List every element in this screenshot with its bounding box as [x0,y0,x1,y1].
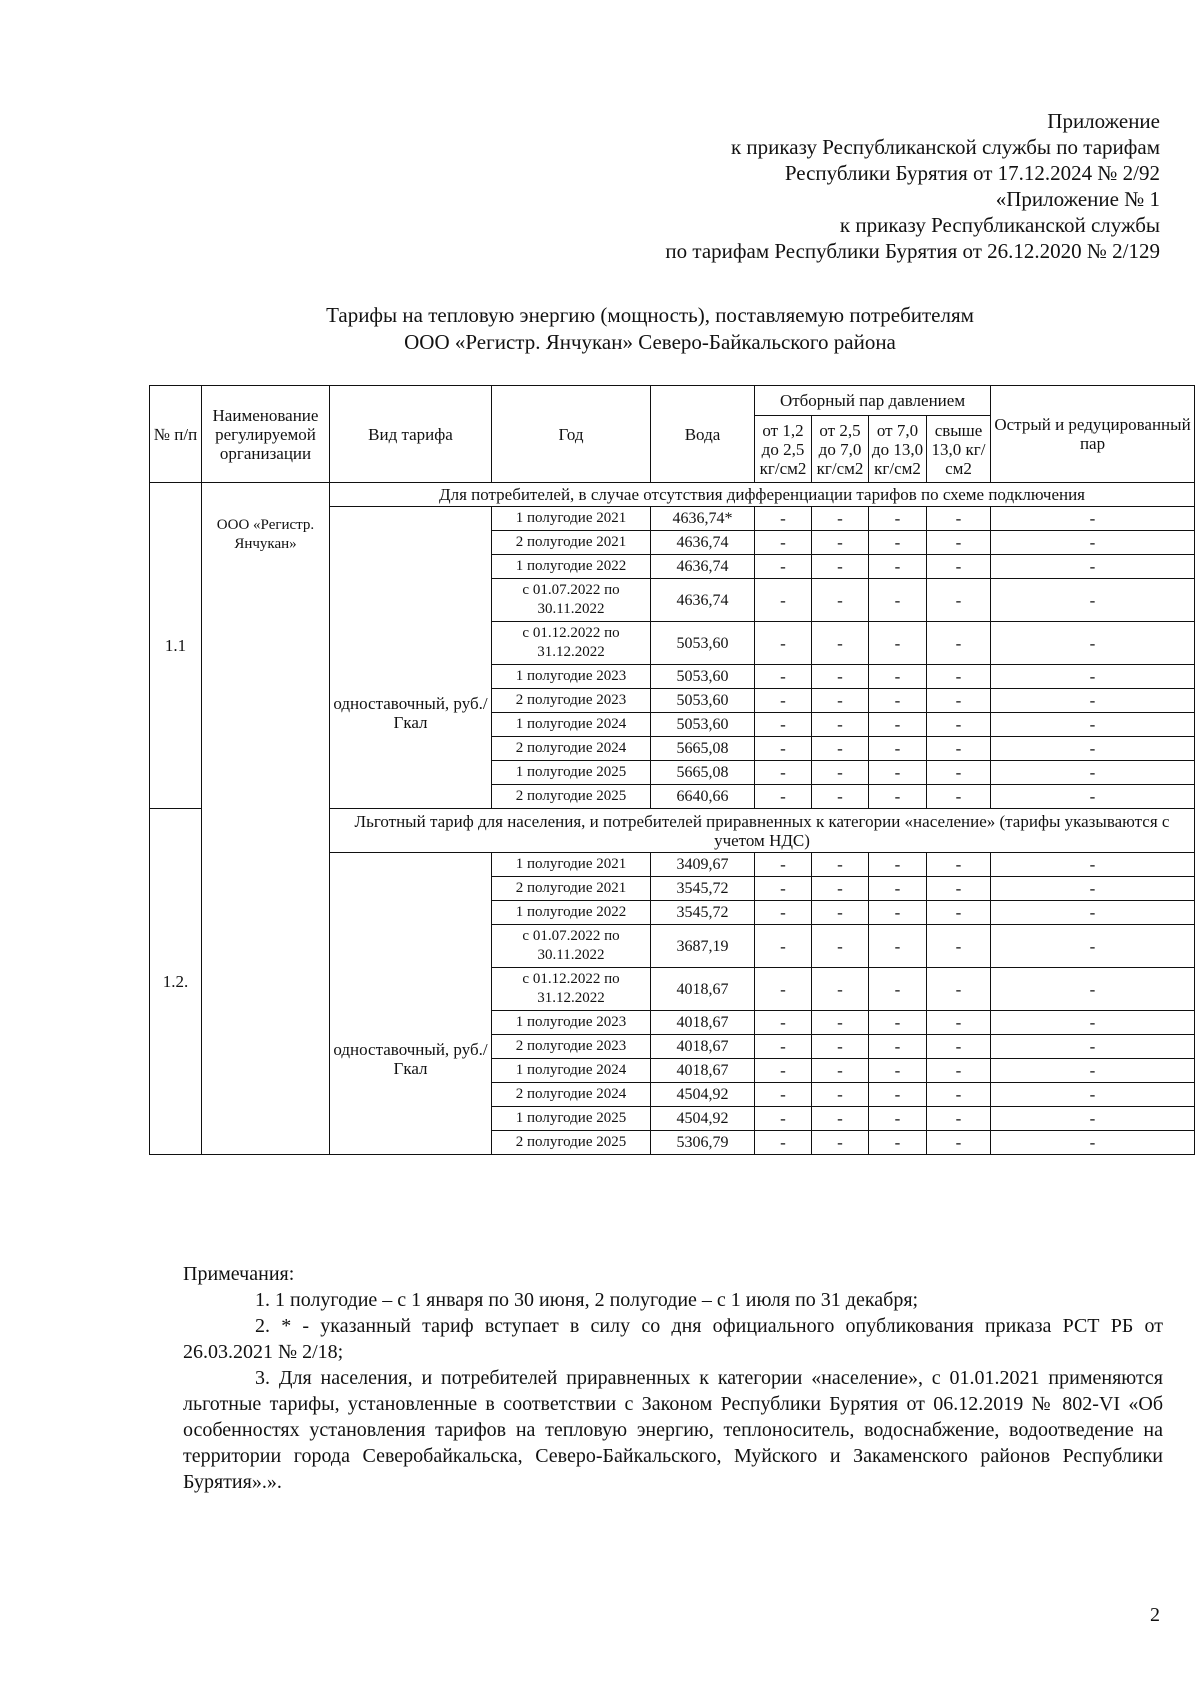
dash-cell: - [812,1035,869,1059]
dash-cell: - [927,1107,991,1131]
dash-cell: - [869,622,927,665]
dash-cell: - [991,531,1195,555]
dash-cell: - [869,555,927,579]
water-value: 3545,72 [651,901,755,925]
dash-cell: - [869,1131,927,1155]
note-item: 1. 1 полугодие – с 1 января по 30 июня, 2 полугодие – с 1 июля по 31 декабря; [255,1289,919,1311]
period: 1 полугодие 2022 [492,901,651,925]
period: с 01.07.2022 по 30.11.2022 [492,925,651,968]
water-value: 3409,67 [651,853,755,877]
dash-cell: - [755,737,812,761]
dash-cell: - [991,1131,1195,1155]
col-header-org: Наименование регулируемой организации [202,386,330,483]
dash-cell: - [812,968,869,1011]
period: 1 полугодие 2021 [492,853,651,877]
dash-cell: - [755,1059,812,1083]
dash-cell: - [991,1107,1195,1131]
dash-cell: - [927,901,991,925]
title-line-1: Тарифы на тепловую энергию (мощность), поставляемую потребителям [326,303,974,327]
dash-cell: - [927,555,991,579]
dash-cell: - [927,665,991,689]
section-title: Для потребителей, в случае отсутствия дифференциации тарифов по схеме подключения [330,483,1195,507]
dash-cell: - [869,761,927,785]
water-value: 4018,67 [651,1035,755,1059]
period: 2 полугодие 2023 [492,689,651,713]
water-value: 4636,74 [651,555,755,579]
dash-cell: - [869,1083,927,1107]
dash-cell: - [812,1107,869,1131]
dash-cell: - [755,531,812,555]
section-title-row [150,483,1195,507]
period: 1 полугодие 2023 [492,665,651,689]
dash-cell: - [869,713,927,737]
dash-cell: - [812,853,869,877]
dash-cell: - [755,622,812,665]
dash-cell: - [927,579,991,622]
dash-cell: - [991,1011,1195,1035]
dash-cell: - [755,761,812,785]
dash-cell: - [869,531,927,555]
water-value: 4636,74 [651,531,755,555]
dash-cell: - [927,689,991,713]
dash-cell: - [927,737,991,761]
dash-cell: - [755,877,812,901]
dash-cell: - [927,531,991,555]
dash-cell: - [869,925,927,968]
col-header-num: № п/п [150,386,202,483]
tariff-type: одноставочный, руб./Гкал [330,853,492,1155]
dash-cell: - [812,1059,869,1083]
dash-cell: - [755,689,812,713]
dash-cell: - [755,1083,812,1107]
dash-cell: - [812,737,869,761]
period: 2 полугодие 2025 [492,785,651,809]
dash-cell: - [755,853,812,877]
period: 1 полугодие 2024 [492,1059,651,1083]
water-value: 5053,60 [651,689,755,713]
dash-cell: - [869,877,927,901]
note-item: 3. Для населения, и потребителей приравненных к категории «население», с 01.01.2021 применяются льготные тарифы, установленные в соответствии с Законом Республики Бурятия от 06.12.2019 № 802-VI «Об особенностях установления тарифов на тепловую энергию, теплоноситель, водоснабжение, водоотведение на территории города Северобайкальска, Северо-Байкальского, Муйского и Закаменского районов Республики Бурятия».». [183,1367,1163,1493]
dash-cell: - [869,785,927,809]
dash-cell: - [755,785,812,809]
dash-cell: - [755,507,812,531]
dash-cell: - [812,713,869,737]
dash-cell: - [927,761,991,785]
dash-cell: - [812,1083,869,1107]
col-header-sharp-steam: Острый и редуцированный пар [991,386,1195,483]
appendix-header [400,108,1160,264]
dash-cell: - [991,877,1195,901]
dash-cell: - [927,925,991,968]
header-line: к приказу Республиканской службы [839,213,1160,237]
dash-cell: - [869,1107,927,1131]
dash-cell: - [755,579,812,622]
dash-cell: - [991,713,1195,737]
period: с 01.12.2022 по 31.12.2022 [492,968,651,1011]
col-header-steam-group: Отборный пар давлением [755,386,991,416]
tariff-table [149,385,1195,1155]
header-line: по тарифам Республики Бурятия от 26.12.2020 № 2/129 [665,239,1160,263]
section-title: Льготный тариф для населения, и потребителей приравненных к категории «население» (тарифы указываются с учетом НДС) [330,809,1195,853]
water-value: 6640,66 [651,785,755,809]
document-title [150,302,1150,356]
period: 1 полугодие 2022 [492,555,651,579]
water-value: 5053,60 [651,665,755,689]
dash-cell: - [927,877,991,901]
col-header-type: Вид тарифа [330,386,492,483]
dash-cell: - [812,785,869,809]
dash-cell: - [927,1035,991,1059]
dash-cell: - [869,665,927,689]
dash-cell: - [991,555,1195,579]
dash-cell: - [812,689,869,713]
dash-cell: - [812,901,869,925]
dash-cell: - [812,622,869,665]
dash-cell: - [927,968,991,1011]
period: с 01.12.2022 по 31.12.2022 [492,622,651,665]
dash-cell: - [991,689,1195,713]
dash-cell: - [927,622,991,665]
dash-cell: - [869,737,927,761]
dash-cell: - [869,1011,927,1035]
water-value: 4018,67 [651,968,755,1011]
dash-cell: - [991,853,1195,877]
dash-cell: - [927,507,991,531]
dash-cell: - [755,1131,812,1155]
notes [183,1261,1163,1495]
dash-cell: - [927,713,991,737]
dash-cell: - [991,925,1195,968]
dash-cell: - [755,555,812,579]
dash-cell: - [991,968,1195,1011]
dash-cell: - [755,968,812,1011]
water-value: 4018,67 [651,1011,755,1035]
dash-cell: - [869,579,927,622]
organization-name: ООО «Регистр. Янчукан» [202,483,330,1155]
col-header-steam-2: от 2,5 до 7,0 кг/см2 [812,416,869,483]
header-row [150,386,1195,416]
dash-cell: - [991,785,1195,809]
note-item: 2. * - указанный тариф вступает в силу со дня официального опубликования приказа РСТ РБ от 26.03.2021 № 2/18; [183,1315,1163,1363]
dash-cell: - [991,901,1195,925]
water-value: 4636,74* [651,507,755,531]
water-value: 5665,08 [651,761,755,785]
water-value: 5053,60 [651,713,755,737]
dash-cell: - [991,1035,1195,1059]
section-number: 1.1 [150,483,202,809]
section-number: 1.2. [150,809,202,1155]
period: 1 полугодие 2024 [492,713,651,737]
period: 1 полугодие 2023 [492,1011,651,1035]
dash-cell: - [927,1083,991,1107]
dash-cell: - [927,853,991,877]
col-header-steam-3: от 7,0 до 13,0 кг/см2 [869,416,927,483]
period: 1 полугодие 2021 [492,507,651,531]
col-header-year: Год [492,386,651,483]
dash-cell: - [927,1059,991,1083]
period: 2 полугодие 2024 [492,737,651,761]
dash-cell: - [755,1035,812,1059]
period: 1 полугодие 2025 [492,1107,651,1131]
dash-cell: - [869,968,927,1011]
header-line: к приказу Республиканской службы по тарифам [730,135,1160,159]
dash-cell: - [812,555,869,579]
water-value: 3687,19 [651,925,755,968]
dash-cell: - [812,925,869,968]
header-line: «Приложение № 1 [995,187,1160,211]
dash-cell: - [812,507,869,531]
dash-cell: - [869,507,927,531]
dash-cell: - [755,665,812,689]
dash-cell: - [869,689,927,713]
water-value: 4504,92 [651,1083,755,1107]
dash-cell: - [991,737,1195,761]
tariff-type: одноставочный, руб./Гкал [330,507,492,809]
dash-cell: - [812,877,869,901]
dash-cell: - [812,1011,869,1035]
dash-cell: - [869,1059,927,1083]
period: 2 полугодие 2023 [492,1035,651,1059]
dash-cell: - [812,761,869,785]
dash-cell: - [812,665,869,689]
water-value: 3545,72 [651,877,755,901]
period: 2 полугодие 2021 [492,877,651,901]
header-line: Приложение [1047,109,1160,133]
page-number: 2 [1150,1604,1160,1626]
dash-cell: - [991,665,1195,689]
dash-cell: - [812,531,869,555]
water-value: 5053,60 [651,622,755,665]
water-value: 4504,92 [651,1107,755,1131]
dash-cell: - [991,507,1195,531]
dash-cell: - [927,1131,991,1155]
dash-cell: - [755,713,812,737]
notes-heading: Примечания: [183,1263,295,1285]
dash-cell: - [869,853,927,877]
water-value: 4636,74 [651,579,755,622]
dash-cell: - [755,1011,812,1035]
dash-cell: - [927,1011,991,1035]
dash-cell: - [869,1035,927,1059]
period: 2 полугодие 2024 [492,1083,651,1107]
water-value: 5306,79 [651,1131,755,1155]
dash-cell: - [755,1107,812,1131]
dash-cell: - [812,579,869,622]
dash-cell: - [927,785,991,809]
dash-cell: - [991,579,1195,622]
header-line: Республики Бурятия от 17.12.2024 № 2/92 [784,161,1160,185]
period: 2 полугодие 2021 [492,531,651,555]
col-header-steam-4: свыше 13,0 кг/см2 [927,416,991,483]
dash-cell: - [812,1131,869,1155]
dash-cell: - [991,1083,1195,1107]
dash-cell: - [755,925,812,968]
water-value: 5665,08 [651,737,755,761]
col-header-water: Вода [651,386,755,483]
dash-cell: - [991,622,1195,665]
dash-cell: - [991,1059,1195,1083]
col-header-steam-1: от 1,2 до 2,5 кг/см2 [755,416,812,483]
period: 1 полугодие 2025 [492,761,651,785]
water-value: 4018,67 [651,1059,755,1083]
period: с 01.07.2022 по 30.11.2022 [492,579,651,622]
dash-cell: - [755,901,812,925]
dash-cell: - [991,761,1195,785]
title-line-2: ООО «Регистр. Янчукан» Северо-Байкальского района [404,330,896,354]
period: 2 полугодие 2025 [492,1131,651,1155]
dash-cell: - [869,901,927,925]
